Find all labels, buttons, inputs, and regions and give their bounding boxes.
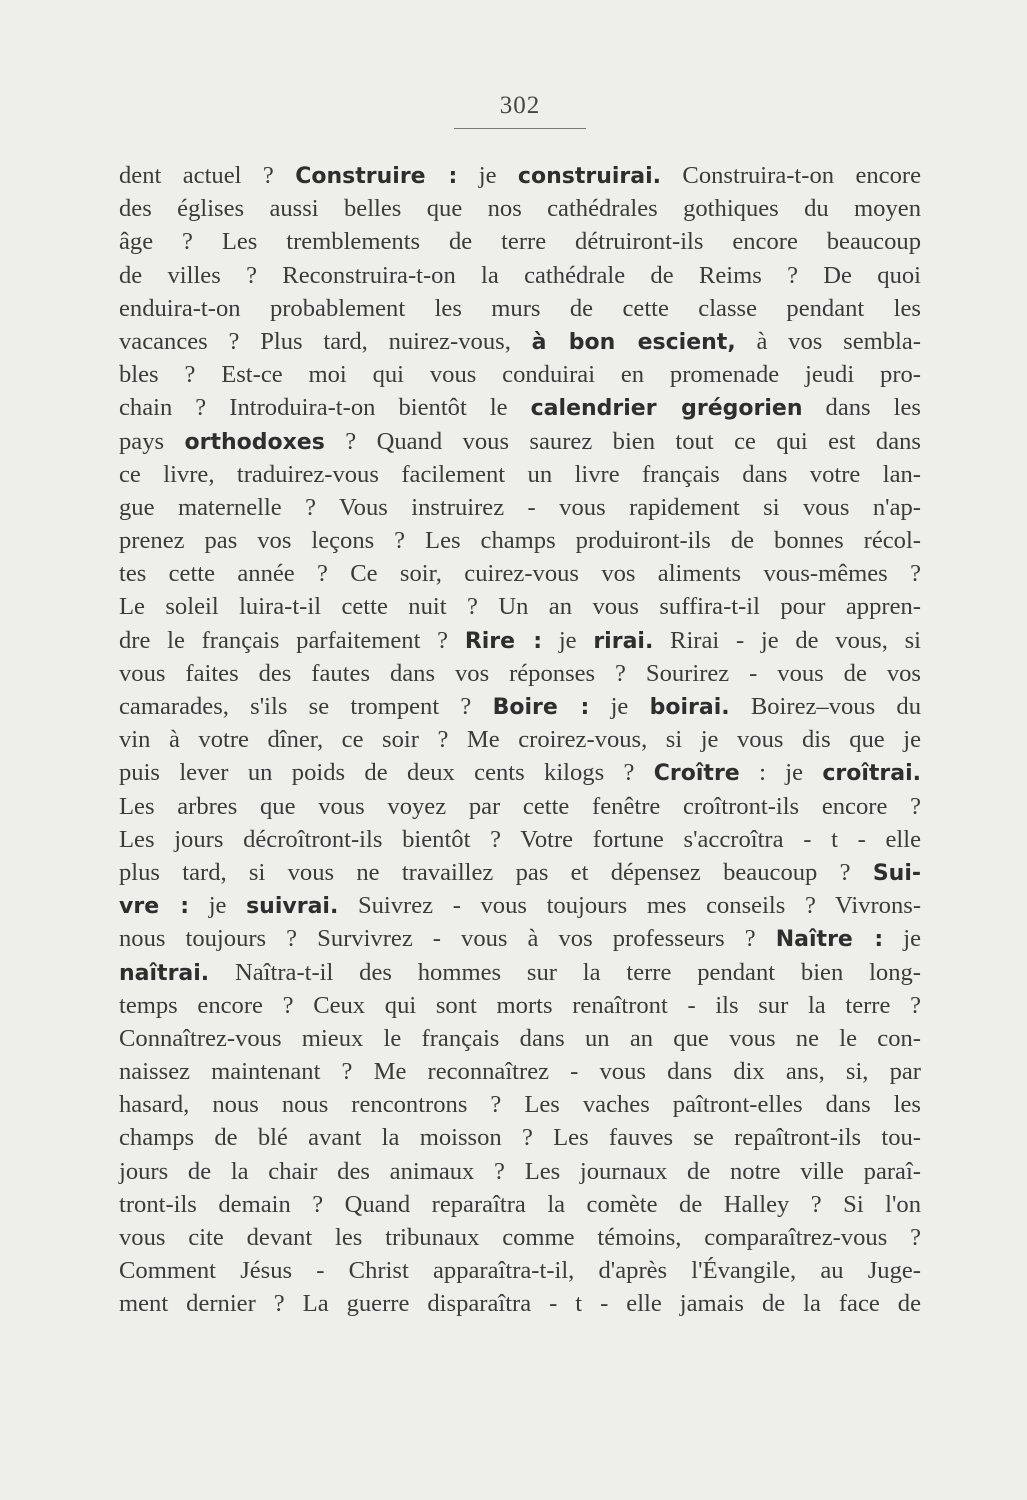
text-segment: je [883,925,922,953]
text-segment: nous toujours ? Survivrez - vous à vos professeurs ? [119,925,776,953]
text-line [119,657,921,690]
bold-term: Sui- [872,860,921,886]
text-line [119,358,921,391]
text-segment: Comment Jésus - Christ apparaîtra-t-il, d'après l'Évangile, au Juge- [119,1257,921,1285]
bold-term: construirai. [517,164,661,189]
text-line [119,1155,921,1188]
text-segment: jours de la chair des animaux ? Les journaux de notre ville paraî- [119,1157,921,1185]
text-segment: gue maternelle ? Vous instruirez - vous rapidement si vous n'ap- [119,493,921,521]
text-segment: Connaîtrez-vous mieux le français dans un an que vous ne le con- [119,1024,921,1052]
bold-term: à bon escient, [531,329,736,355]
text-line [119,889,921,922]
text-segment: vacances ? Plus tard, nuirez-vous, [119,327,532,355]
text-segment: prenez pas vos leçons ? Les champs produiront-ils de bonnes récol- [119,527,921,555]
text-segment: ce livre, traduirez-vous facilement un livre français dans votre lan- [119,460,921,488]
text-line [119,922,921,955]
text-segment: camarades, s'ils se trompent ? [119,693,493,720]
text-line [119,1221,921,1254]
text-segment: chain ? Introduira-t-on bientôt le [119,394,531,422]
text-segment: je [589,693,650,720]
text-segment: Les jours décroîtront-ils bientôt ? Votre fortune s'accroîtra - t - elle [119,825,921,853]
text-segment: temps encore ? Ceux qui sont morts renaîtront - ils sur la terre ? [119,991,921,1019]
text-line [119,292,921,325]
text-segment: dans les [802,394,921,422]
text-line [119,624,921,657]
text-line [119,491,921,524]
text-line [119,756,921,789]
bold-term: Construire : [295,164,458,189]
text-line [119,225,921,258]
text-line [119,790,921,823]
bold-term: Naître : [775,927,884,953]
text-line [119,690,921,723]
text-line [119,1088,921,1121]
text-line [119,723,921,756]
text-line [119,557,921,590]
text-segment: champs de blé avant la moisson ? Les fauves se repaîtront-ils tou- [119,1124,921,1152]
bold-term: Rire : [464,628,543,654]
text-line [119,590,921,623]
body-text [119,159,921,1321]
text-segment: des églises aussi belles que nos cathédrales gothiques du moyen [119,195,921,223]
text-line [119,1022,921,1055]
text-segment: Les arbres que vous voyez par cette fenêtre croîtront-ils encore ? [119,792,921,820]
text-segment: enduira-t-on probablement les murs de cette classe pendant les [119,294,921,322]
text-segment: âge ? Les tremblements de terre détruiront-ils encore beaucoup [119,228,921,256]
text-segment: je [457,162,518,189]
text-segment: : je [739,759,823,787]
text-segment: dre le français parfaitement ? [119,626,465,654]
text-segment: vin à votre dîner, ce soir ? Me croirez-vous, si je vous dis que je [119,726,921,754]
bold-term: naîtrai. [119,960,210,986]
text-line [119,458,921,491]
text-segment: Boirez–vous du [729,693,921,720]
text-segment: plus tard, si vous ne travaillez pas et dépensez beaucoup ? [119,858,873,886]
text-line [119,425,921,458]
bold-term: Boire : [492,695,590,720]
text-segment: Construira-t-on encore [661,162,922,189]
text-line [119,1254,921,1287]
text-segment: je [189,892,247,920]
text-segment: Suivrez - vous toujours mes conseils ? Vivrons- [338,892,922,920]
text-segment: vous cite devant les tribunaux comme témoins, comparaîtrez-vous ? [119,1224,921,1251]
text-line [119,159,921,192]
header-rule [454,128,586,129]
text-segment: naissez maintenant ? Me reconnaîtrez - vous dans dix ans, si, par [119,1058,921,1086]
text-line [119,192,921,225]
text-segment: ment dernier ? La guerre disparaîtra - t - elle jamais de la face de [119,1290,921,1318]
text-line [119,989,921,1022]
text-segment: hasard, nous nous rencontrons ? Les vaches paîtront-elles dans les [119,1091,921,1119]
bold-term: Croître [653,761,740,787]
text-segment: bles ? Est-ce moi qui vous conduirai en promenade jeudi pro- [119,361,921,389]
text-segment: tes cette année ? Ce soir, cuirez-vous vos aliments vous-mêmes ? [119,560,921,588]
text-segment: Le soleil luira-t-il cette nuit ? Un an vous suffira-t-il pour appren- [119,593,921,621]
text-segment: Naîtra-t-il des hommes sur la terre pendant bien long- [209,958,921,986]
text-segment: vous faites des fautes dans vos réponses ? Sourirez - vous de vos [119,659,921,687]
text-line [119,856,921,889]
text-line [119,259,921,292]
text-line [119,1188,921,1221]
text-segment: puis lever un poids de deux cents kilogs ? [119,759,654,787]
text-line [119,391,921,424]
text-line [119,1121,921,1154]
page-number: 302 [499,92,541,119]
bold-term: orthodoxes [184,429,325,455]
text-segment: je [542,626,594,654]
bold-term: boirai. [649,695,730,720]
text-line [119,524,921,557]
bold-term: rirai. [593,628,654,654]
text-line [119,325,921,358]
text-segment: Rirai - je de vous, si [653,626,922,654]
text-segment: tront-ils demain ? Quand reparaîtra la comète de Halley ? Si l'on [119,1190,921,1218]
bold-term: suivrai. [246,894,339,920]
text-segment: pays [119,427,185,455]
bold-term: croîtrai. [822,761,922,787]
text-line [119,823,921,856]
text-line [119,1287,921,1320]
bold-term: vre : [119,894,190,920]
text-line [119,956,921,989]
text-segment: à vos sembla- [735,327,921,355]
text-segment: ? Quand vous saurez bien tout ce qui est dans [324,427,921,455]
text-line [119,1055,921,1088]
text-segment: de villes ? Reconstruira-t-on la cathédrale de Reims ? De quoi [119,261,921,289]
bold-term: calendrier grégorien [530,396,803,422]
text-segment: dent actuel ? [119,162,296,189]
